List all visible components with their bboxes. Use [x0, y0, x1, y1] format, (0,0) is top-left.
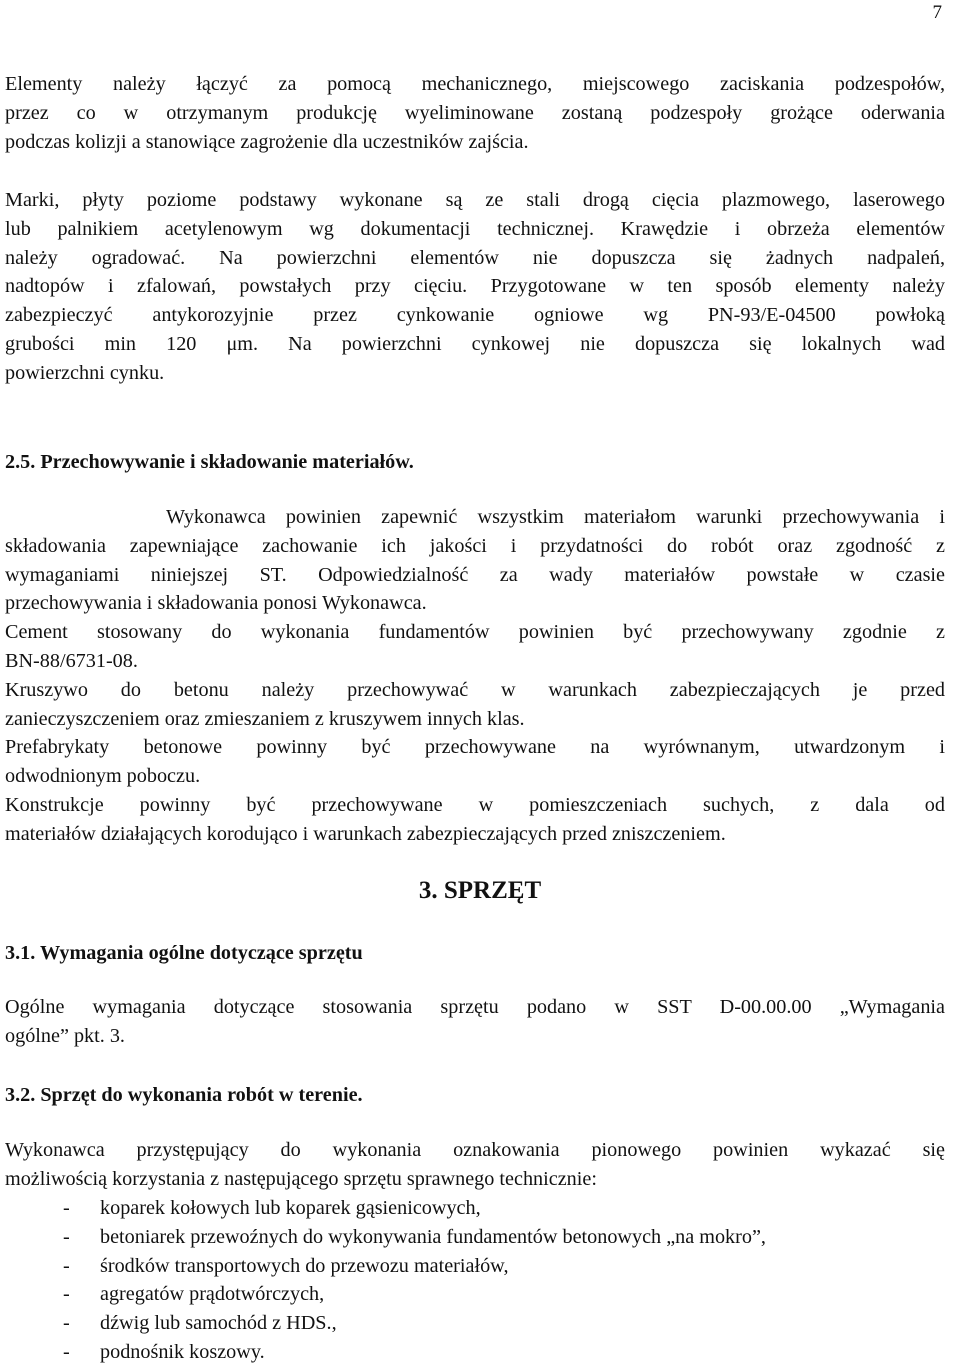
list-item: [5, 1280, 945, 1309]
section-heading-2-5: 2.5. Przechowywanie i składowanie materiałów.: [5, 451, 414, 473]
paragraph-3-2: [5, 1136, 945, 1194]
text-line: możliwością korzystania z następującego sprzętu sprawnego technicznie:: [5, 1167, 597, 1190]
text-line: Elementy należy łączyć za pomocą mechanicznego, miejscowego zaciskania podzespołów,: [5, 73, 945, 95]
text-line: wymaganiami niniejszej ST. Odpowiedzialność za wady materiałów powstałe w czasie: [5, 563, 945, 586]
text-line: składowania zapewniające zachowanie ich jakości i przydatności do robót oraz zgodność z: [5, 534, 945, 557]
chapter-title: 3. SPRZĘT: [418, 877, 542, 904]
text-line: powierzchni cynku.: [5, 361, 165, 384]
list-item: [5, 1252, 945, 1281]
text-line: ogólne” pkt. 3.: [5, 1024, 125, 1047]
list-item-text: podnośnik koszowy.: [100, 1340, 265, 1363]
page-number: 7: [932, 2, 942, 23]
list-item: [5, 1309, 945, 1338]
list-item-text: agregatów prądotwórczych,: [100, 1283, 325, 1306]
list-dash: -: [63, 1197, 70, 1219]
text-line: Wykonawca przystępujący do wykonania oznakowania pionowego powinien wykazać się: [5, 1139, 945, 1161]
text-line: zabezpieczyć antykorozyjnie przez cynkowanie ogniowe wg PN-93/E-04500 powłoką: [5, 304, 945, 327]
list-item: [5, 1338, 945, 1367]
text-line: zanieczyszczeniem oraz zmieszaniem z kruszywem innych klas.: [5, 707, 525, 730]
text-line: BN-88/6731-08.: [5, 649, 138, 672]
text-line: Marki, płyty poziome podstawy wykonane są ze stali drogą cięcia plazmowego, laserowego: [5, 189, 945, 211]
paragraph-3-1: [5, 993, 945, 1051]
text-line: Konstrukcje powinny być przechowywane w pomieszczeniach suchych, z dala od: [5, 793, 945, 816]
equipment-list: [5, 1194, 945, 1367]
text-line: należy ogradować. Na powierzchni elementów nie dopuszcza się żadnych nadpaleń,: [5, 246, 945, 269]
text-line: Ogólne wymagania dotyczące stosowania sprzętu podano w SST D-00.00.00 „Wymagania: [5, 996, 945, 1018]
list-dash: -: [63, 1254, 70, 1277]
list-item: [5, 1223, 945, 1252]
text-line: odwodnionym poboczu.: [5, 765, 201, 788]
text-line: Kruszywo do betonu należy przechowywać w warunkach zabezpieczających je przed: [5, 678, 945, 701]
paragraph-intro: [5, 70, 945, 156]
text-line: Prefabrykaty betonowe powinny być przechowywane na wyrównanym, utwardzonym i: [5, 736, 945, 759]
text-line: Wykonawca powinien zapewnić wszystkim materiałom warunki przechowywania i: [5, 506, 945, 528]
text-line: przechowywania i składowania ponosi Wykonawca.: [5, 592, 427, 615]
section-heading-3-1: 3.1. Wymagania ogólne dotyczące sprzętu: [5, 942, 363, 964]
list-dash: -: [63, 1312, 70, 1335]
text-line: przez co w otrzymanym produkcję wyeliminowane zostaną podzespoły grożące oderwania: [5, 101, 945, 124]
text-line: materiałów działających korodująco i warunkach zabezpieczających przed zniszczeniem.: [5, 822, 726, 845]
text-line: podczas kolizji a stanowiące zagrożenie dla uczestników zajścia.: [5, 130, 529, 153]
list-dash: -: [63, 1225, 70, 1248]
text-line: lub palnikiem acetylenowym wg dokumentacji technicznej. Krawędzie i obrzeża elementów: [5, 217, 945, 240]
list-item-text: betoniarek przewoźnych do wykonywania fundamentów betonowych „na mokro”,: [100, 1225, 766, 1248]
list-dash: -: [63, 1340, 70, 1363]
list-item-text: dźwig lub samochód z HDS.,: [100, 1312, 337, 1335]
list-item: [5, 1194, 945, 1223]
text-line: nadtopów i zfalowań, powstałych przy cięciu. Przygotowane w ten sposób elementy należy: [5, 275, 945, 298]
paragraph-2-5: [5, 503, 945, 849]
list-item-text: środków transportowych do przewozu materiałów,: [100, 1254, 509, 1277]
section-heading-3-2: 3.2. Sprzęt do wykonania robót w terenie.: [5, 1084, 363, 1106]
paragraph-marki: [5, 186, 945, 388]
list-item-text: koparek kołowych lub koparek gąsienicowych,: [100, 1197, 481, 1219]
text-line: grubości min 120 μm. Na powierzchni cynkowej nie dopuszcza się lokalnych wad: [5, 332, 945, 355]
list-dash: -: [63, 1283, 70, 1306]
text-line: Cement stosowany do wykonania fundamentów powinien być przechowywany zgodnie z: [5, 621, 945, 644]
